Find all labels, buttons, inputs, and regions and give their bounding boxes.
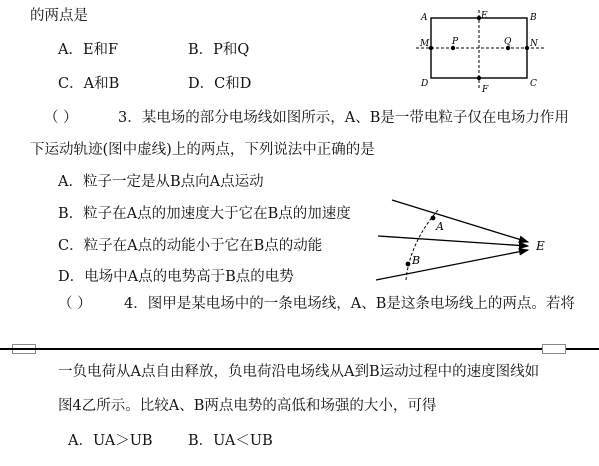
- q3-option-d: D．电场中A点的电势高于B点的电势: [58, 269, 294, 285]
- q2-option-d: D．C和D: [188, 76, 252, 92]
- q3-stem-line1: 3．某电场的部分电场线如图所示，A、B是一带电粒子仅在电场力作用: [118, 110, 569, 126]
- label-e: E: [481, 11, 488, 21]
- q4-stem-line1: 4．图甲是某电场中的一条电场线，A、B是这条电场线上的两点。若将: [124, 296, 575, 312]
- q2-rectangle-figure: [408, 6, 558, 98]
- q2-option-c: C．A和B: [58, 76, 120, 92]
- label-e: E: [536, 239, 545, 253]
- label-b: B: [530, 13, 537, 23]
- label-n: N: [530, 39, 538, 49]
- q4-option-a: A．UA＞UB: [68, 433, 153, 449]
- label-q: Q: [504, 37, 512, 47]
- q3-answer-paren: （ ）: [44, 110, 78, 126]
- label-a: A: [436, 220, 444, 233]
- label-c: C: [530, 79, 537, 89]
- label-p: P: [452, 37, 459, 47]
- field-line-bottom: [376, 250, 528, 280]
- q2-option-b: B．P和Q: [188, 42, 250, 58]
- label-a: A: [421, 13, 428, 23]
- point-n: [525, 46, 529, 50]
- field-line-middle: [378, 236, 528, 246]
- page-divider: [0, 348, 599, 350]
- q2-stem-tail: 的两点是: [30, 8, 88, 24]
- q3-stem-line2: 下运动轨迹(图中虚线)上的两点，下列说法中正确的是: [30, 142, 375, 158]
- q3-option-a: A．粒子一定是从B点向A点运动: [58, 174, 264, 190]
- label-b: B: [412, 254, 421, 267]
- field-line-top: [392, 200, 528, 242]
- q4-stem-line2: 一负电荷从A点自由释放，负电荷沿电场线从A到B运动过程中的速度图线如: [58, 364, 540, 380]
- point-f: [477, 76, 481, 80]
- label-m: M: [420, 39, 430, 49]
- point-m: [429, 46, 433, 50]
- q4-stem-line3: 图4乙所示。比较A、B两点电势的高低和场强的大小，可得: [58, 398, 437, 414]
- trajectory-dashed: [406, 210, 438, 280]
- q2-option-a: A．E和F: [58, 42, 119, 58]
- point-a: [431, 216, 436, 221]
- q3-option-b: B．粒子在A点的加速度大于它在B点的加速度: [58, 206, 351, 222]
- q3-field-lines-figure: [370, 188, 560, 288]
- label-d: D: [421, 79, 429, 89]
- q3-option-c: C．粒子在A点的动能小于它在B点的动能: [58, 238, 323, 254]
- page-break-marker-right: [542, 344, 566, 354]
- label-f: F: [482, 85, 489, 95]
- q4-answer-paren: （ ）: [58, 296, 92, 312]
- point-b: [406, 262, 411, 267]
- q4-option-b: B．UA＜UB: [188, 433, 273, 449]
